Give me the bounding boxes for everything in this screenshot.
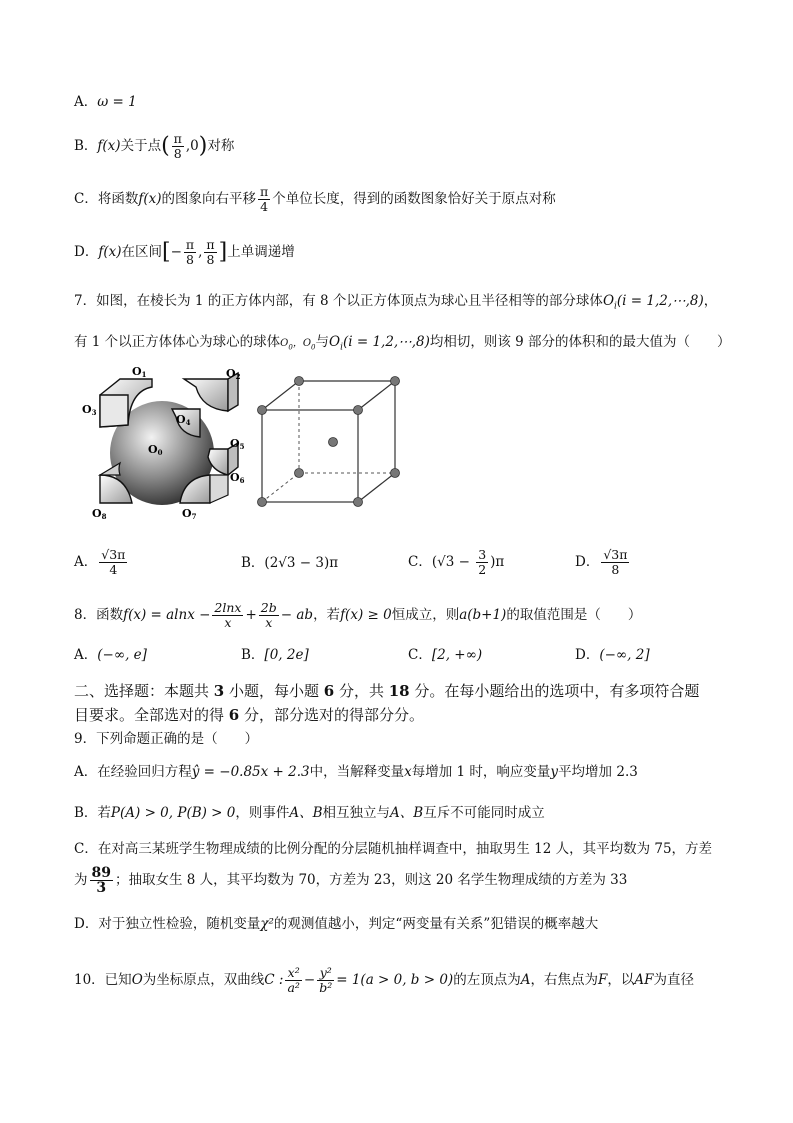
fraction [601, 548, 629, 577]
stem-text: ，以 [607, 972, 635, 988]
option-text: (−∞, 2] [599, 647, 650, 663]
q6-option-d[interactable] [74, 238, 295, 267]
stem-text: ，右焦点为 [530, 972, 598, 988]
option-label: A． [74, 94, 98, 110]
q8-option-c[interactable] [408, 645, 482, 665]
q8-option-d[interactable] [575, 645, 650, 665]
stem-text: 与 [315, 334, 330, 350]
label-o8: O8 [92, 507, 107, 521]
stem-text: 的左顶点为 [453, 972, 521, 988]
bracket-left: [ [161, 239, 171, 265]
option-label: C． [408, 554, 432, 570]
stem-text: 9．下列命题正确的是（ ） [74, 731, 259, 747]
q9-option-d[interactable] [74, 914, 598, 934]
probability-condition: P(A) > 0, P(B) > 0 [110, 805, 236, 821]
stem-text: 有 1 个以正方体体心为球心的球体 [74, 334, 281, 350]
section-text: 二、选择题：本题共 [74, 682, 214, 700]
denominator: a² [287, 980, 300, 995]
option-text: [0, 2e] [264, 647, 309, 663]
point-tail: ,0 [185, 138, 199, 154]
numerator: π [206, 237, 215, 252]
option-text: (√3 − [431, 554, 475, 570]
points: 6 [323, 682, 335, 700]
subscript: i [340, 342, 343, 353]
fraction [285, 966, 301, 995]
label-o1: O1 [132, 365, 147, 379]
comma: , [198, 244, 203, 260]
bracket-right: ] [218, 239, 228, 265]
option-label: D． [575, 554, 600, 570]
paren-right: ) [198, 133, 208, 159]
event-names: A、B [289, 805, 323, 821]
q9-option-a[interactable] [74, 762, 638, 782]
minus-sign: − [303, 972, 316, 988]
label-o6: O6 [230, 471, 245, 485]
denominator: 3 [96, 880, 107, 896]
stem-text: 10．已知 [74, 972, 132, 988]
stem-text: 8．函数 [74, 607, 124, 623]
option-label: A． [74, 554, 98, 570]
q7-option-a[interactable] [74, 548, 129, 577]
section2-line1 [74, 681, 699, 701]
sphere-cube-figure [80, 365, 250, 523]
option-text: 为 [74, 872, 88, 888]
regression-equation: ŷ = −0.85x + 2.3 [191, 764, 310, 780]
numerator: 2b [260, 600, 277, 615]
corner-sphere-o2 [184, 379, 228, 411]
function-expr: f(x) = alnx − [123, 607, 211, 623]
option-label: B． [241, 647, 265, 663]
stem-text: 均相切，则该 9 部分的体积和的最大值为（ ） [429, 334, 731, 350]
option-text: 的观测值越小，判定“两变量有关系”犯错误的概率越大 [273, 916, 599, 932]
numerator: π [173, 131, 182, 146]
option-text: 的图象向右平移 [161, 191, 256, 207]
denominator: 8 [186, 252, 194, 267]
function-expr: f(x) [97, 138, 121, 154]
numerator: π [185, 237, 195, 252]
q8-option-b[interactable] [241, 645, 309, 665]
q6-option-b[interactable] [74, 132, 234, 161]
numerator: 3 [478, 547, 487, 562]
denominator: x [265, 615, 273, 630]
numerator: π [260, 184, 269, 199]
option-text: ；抽取女生 8 人，其平均数为 70，方差为 23，则这 20 名学生物理成绩的方差为 33 [114, 872, 628, 888]
stem-text: ，若 [313, 607, 341, 623]
denominator: 8 [611, 562, 620, 577]
stem-text: 恒成立，则 [391, 607, 460, 623]
variable: y [550, 764, 559, 780]
corner-sphere-o5 [208, 449, 228, 475]
fraction [259, 601, 279, 630]
option-text: 平均增加 2.3 [558, 764, 638, 780]
segment-symbol: AF [634, 972, 654, 988]
option-label: D． [575, 647, 600, 663]
label-o5: O5 [230, 437, 245, 451]
stem-text: 为坐标原点，双曲线 [142, 972, 265, 988]
option-text: )π [490, 554, 505, 570]
numerator: 2lnx [214, 600, 242, 615]
option-text: (−∞, e] [97, 647, 147, 663]
q9-option-c-line1[interactable] [74, 839, 712, 859]
fraction [212, 601, 243, 630]
sphere-symbol: O [329, 334, 341, 350]
index-range: (i = 1,2,⋯,8) [342, 334, 430, 350]
option-text: C．在对高三某班学生物理成绩的比例分配的分层随机抽样调查中，抽取男生 12 人，其平均数为 75，方差 [74, 841, 713, 857]
wireframe-cube-figure [255, 372, 405, 512]
section-text: 分，部分选对的得部分分。 [239, 706, 424, 724]
point-symbol: F [597, 972, 608, 988]
numerator: √3π [101, 547, 126, 562]
index-range: (i = 1,2,⋯,8) [616, 293, 704, 309]
paren-left: ( [161, 133, 170, 159]
minus-sign: − [170, 244, 182, 260]
point-symbol: O [131, 972, 143, 988]
count: 3 [213, 682, 225, 700]
option-text: ω = 1 [97, 94, 137, 110]
q9-stem [74, 729, 258, 749]
stem-text: 为直径 [653, 972, 694, 988]
fraction [204, 238, 216, 267]
option-label: A． [74, 647, 98, 663]
label-o0: O0 [148, 443, 163, 457]
function-expr: f(x) [138, 191, 162, 207]
q7-stem-line1 [74, 291, 717, 317]
option-text: 个单位长度，得到的函数图象恰好关于原点对称 [272, 191, 556, 207]
q7-option-c[interactable] [408, 548, 504, 577]
function-expr: f(x) [98, 244, 122, 260]
fraction [184, 238, 196, 267]
stem-text: 的取值范围是（ ） [506, 607, 642, 623]
section2-line2 [74, 705, 424, 725]
q10-stem [74, 966, 694, 995]
label-o4: O4 [176, 413, 191, 427]
q6-option-a[interactable] [74, 92, 137, 112]
fraction [90, 866, 113, 895]
equation-tail: = 1(a > 0, b > 0) [336, 972, 454, 988]
denominator: 2 [478, 562, 487, 577]
fraction [476, 548, 488, 577]
expression: a(b+1) [459, 607, 507, 623]
section-text: 小题，每小题 [224, 682, 324, 700]
q8-option-a[interactable] [74, 645, 147, 665]
denominator: 8 [173, 146, 182, 161]
q9-option-b[interactable] [74, 803, 545, 823]
option-text: 上单调递增 [227, 244, 295, 260]
option-text: (2√3 − 3)π [264, 555, 339, 571]
function-expr: − ab [280, 607, 314, 623]
option-text: 每增加 1 时，响应变量 [411, 764, 551, 780]
option-text: ，则事件 [235, 805, 290, 821]
denominator: x [224, 615, 232, 630]
numerator: y² [317, 966, 334, 981]
plus-sign: + [245, 607, 257, 623]
option-text: D．对于独立性检验，随机变量 [74, 916, 261, 932]
option-label: B． [241, 555, 265, 571]
section-text: 分。在每小题给出的选项中，有多项符合题 [409, 682, 700, 700]
denominator: 4 [260, 199, 269, 214]
numerator: 89 [91, 865, 111, 881]
subscript: 0 [311, 343, 316, 352]
cube-front-face [262, 410, 358, 502]
punctuation: ， [703, 293, 718, 309]
subscript: i [614, 301, 617, 312]
denominator: b² [319, 980, 333, 995]
option-text: 相互独立与 [322, 805, 391, 821]
q8-stem [74, 601, 641, 630]
q7-option-d[interactable] [575, 548, 631, 577]
q7-option-b[interactable] [241, 553, 338, 573]
fraction [258, 185, 270, 214]
sphere-symbol: O [280, 338, 289, 349]
denominator: 4 [109, 562, 118, 577]
option-label: B． [74, 138, 98, 154]
option-text: 互斥不可能同时成立 [423, 805, 545, 821]
fraction [172, 132, 184, 161]
point-symbol: A [520, 972, 531, 988]
option-text: 对称 [207, 138, 235, 154]
numerator: x² [285, 966, 301, 981]
option-text: B．若 [74, 805, 111, 821]
chi-square-symbol: χ² [260, 916, 274, 932]
label-o2: O2 [226, 367, 241, 381]
variable: x [404, 764, 412, 780]
section-text: 分，共 [334, 682, 389, 700]
label-o7: O7 [182, 507, 197, 521]
curve-name: C : [264, 972, 284, 988]
cube-center-point [329, 438, 338, 447]
option-text: 关于点 [120, 138, 162, 154]
q9-option-c-line2[interactable] [74, 866, 627, 895]
total-points: 18 [388, 682, 410, 700]
option-label: C．将函数 [74, 191, 139, 207]
q7-stem-line2 [74, 332, 731, 358]
option-label: D． [74, 244, 99, 260]
event-names: A、B [390, 805, 424, 821]
option-text: 中，当解释变量 [309, 764, 405, 780]
sphere-symbol: ，O [292, 338, 312, 349]
points: 6 [228, 706, 240, 724]
option-label: C． [408, 647, 432, 663]
fraction [317, 966, 334, 995]
q6-option-c[interactable] [74, 185, 556, 214]
stem-text: 7．如图，在棱长为 1 的正方体内部，有 8 个以正方体顶点为球心且半径相等的部分球体 [74, 293, 603, 309]
sphere-symbol: O [602, 293, 615, 309]
subscript: 0 [288, 343, 293, 352]
denominator: 8 [206, 252, 215, 267]
section-text: 目要求。全部选对的得 [74, 706, 229, 724]
option-text: [2, +∞) [431, 647, 483, 663]
option-text: A．在经验回归方程 [74, 764, 192, 780]
label-o3: O3 [82, 403, 97, 417]
inequality: f(x) ≥ 0 [340, 607, 392, 623]
fraction [99, 548, 127, 577]
numerator: √3π [603, 547, 628, 562]
option-text: 在区间 [121, 244, 162, 260]
